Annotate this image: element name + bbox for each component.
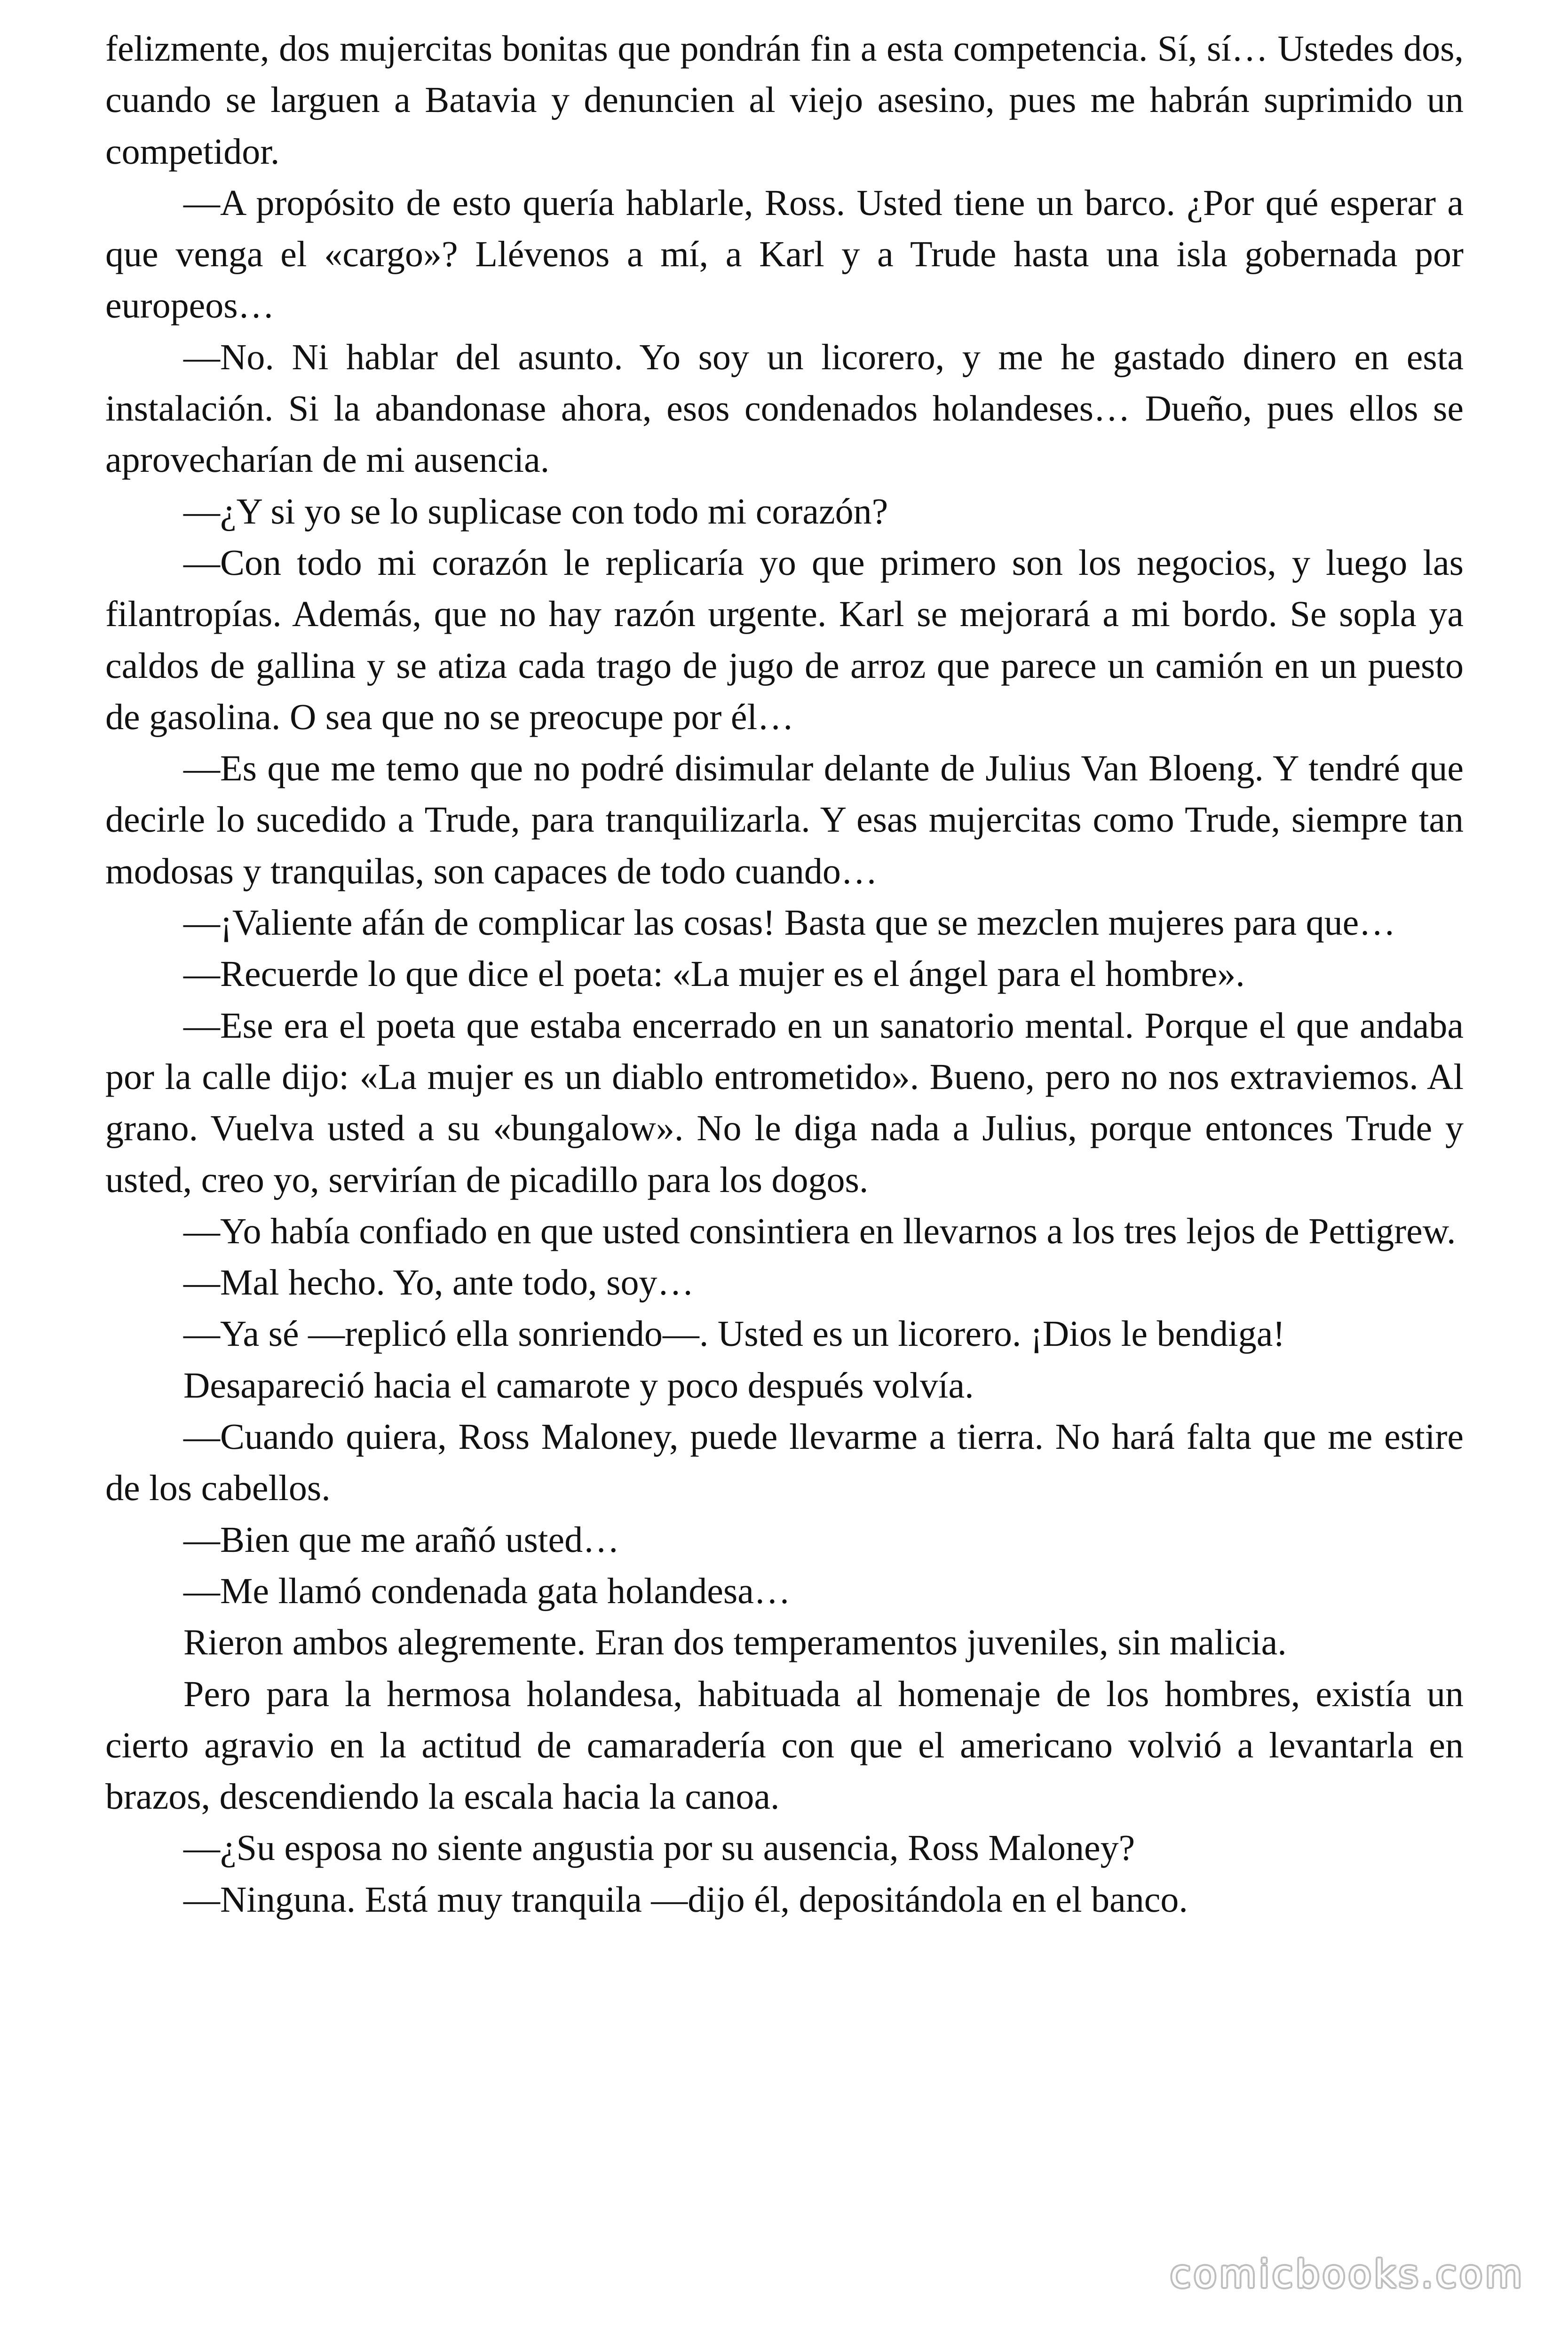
watermark: comicbooks.com [1170,2252,1525,2296]
paragraph: Desapareció hacia el camarote y poco después volvía. [183,1364,974,1406]
paragraph: —¿Su esposa no siente angustia por su ausencia, Ross Maloney? [183,1827,1135,1868]
paragraph: —Bien que me arañó usted… [183,1518,620,1560]
paragraph: —Es que me temo que no podré disimular delante de Julius Van Bloeng. Y tendré que decirle lo sucedido a Trude, para tranquilizarla. Y esas mujercitas como Trude, siempre tan modosas y tranquilas, son capaces de todo cuando… [105,747,1464,891]
paragraph: —¡Valiente afán de complicar las cosas! Basta que se mezclen mujeres para que… [183,902,1396,943]
paragraph: —No. Ni hablar del asunto. Yo soy un licorero, y me he gastado dinero en esta instalación. Si la abandonase ahora, esos condenados holandeses… Dueño, pues ellos se aprovecharían de mi ausencia. [105,336,1464,480]
paragraph: —Recuerde lo que dice el poeta: «La mujer es el ángel para el hombre». [183,953,1245,994]
paragraph: Rieron ambos alegremente. Eran dos temperamentos juveniles, sin malicia. [183,1621,1287,1663]
paragraph: —A propósito de esto quería hablarle, Ross. Usted tiene un barco. ¿Por qué esperar a que venga el «cargo»? Llévenos a mí, a Karl y a Trude hasta una isla gobernada por europeos… [105,182,1464,326]
paragraph: —Ninguna. Está muy tranquila —dijo él, depositándola en el banco. [183,1878,1188,1920]
paragraph: —Me llamó condenada gata holandesa… [183,1570,791,1611]
paragraph: felizmente, dos mujercitas bonitas que pondrán fin a esta competencia. Sí, sí… Ustedes dos, cuando se larguen a Batavia y denuncien al viejo asesino, pues me habrán suprimido un competidor. [105,28,1464,172]
paragraph: —Ese era el poeta que estaba encerrado en un sanatorio mental. Porque el que andaba por la calle dijo: «La mujer es un diablo entrometido». Bueno, pero no nos extraviemos. Al grano. Vuelva usted a su «bungalow». No le diga nada a Julius, porque entonces Trude y usted, creo yo, servirían de picadillo para los dogos. [105,1004,1464,1200]
paragraph: —Yo había confiado en que usted consintiera en llevarnos a los tres lejos de Pettigrew. [183,1210,1456,1251]
paragraph: —Con todo mi corazón le replicaría yo que primero son los negocios, y luego las filantropías. Además, que no hay razón urgente. Karl se mejorará a mi bordo. Se sopla ya caldos de gallina y se atiza cada trago de jugo de arroz que parece un camión en un puesto de gasolina. O sea que no se preocupe por él… [105,541,1464,737]
paragraph: —¿Y si yo se lo suplicase con todo mi corazón? [183,490,888,532]
paragraph: Pero para la hermosa holandesa, habituada al homenaje de los hombres, existía un cierto agravio en la actitud de camaradería con que el americano volvió a levantarla en brazos, descendiendo la escala hacia la canoa. [105,1673,1464,1817]
paragraph: —Ya sé —replicó ella sonriendo—. Usted es un licorero. ¡Dios le bendiga! [183,1313,1285,1354]
page-body-text [105,23,1464,1925]
paragraph: —Cuando quiera, Ross Maloney, puede llevarme a tierra. No hará falta que me estire de los cabellos. [105,1416,1464,1509]
paragraph: —Mal hecho. Yo, ante todo, soy… [183,1262,694,1303]
